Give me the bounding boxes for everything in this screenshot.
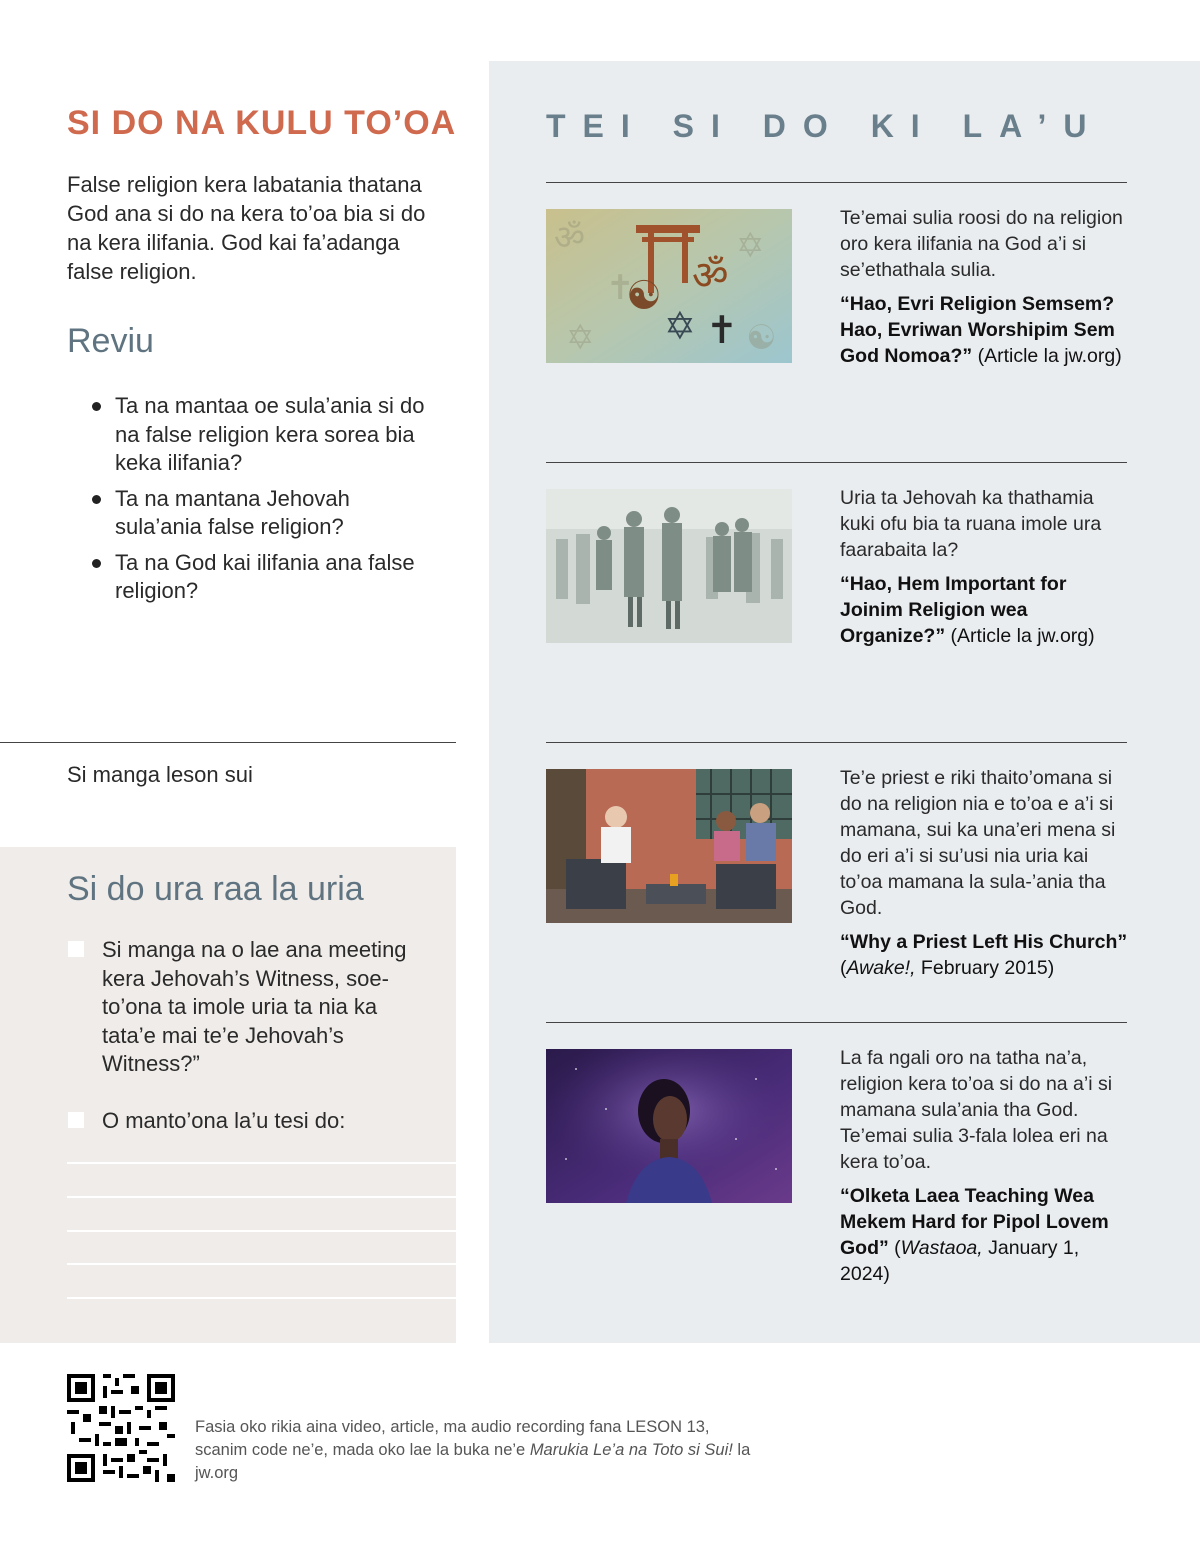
bullet-icon [92,402,101,411]
divider [546,742,1127,743]
svg-text:☯: ☯ [746,318,777,358]
review-item: Ta na mantana Jehovah sula’ania false religion? [92,485,442,542]
checkbox[interactable] [68,941,84,957]
reference-title[interactable]: “Olketa Laea Teaching Wea Mekem Hard for Pipol Lovem God” (Wastaoa, January 1, 2024) [840,1185,1109,1285]
action-box [0,847,456,1343]
gathering-crowd-image[interactable] [546,489,792,643]
reference-item [840,485,1130,649]
priest-conversation-image[interactable] [546,769,792,923]
divider [546,462,1127,463]
reference-item [840,765,1130,981]
svg-text:ॐ: ॐ [692,253,729,299]
other-lessons-label: Si manga leson sui [67,762,253,787]
review-item: Ta na God kai ilifania ana false religion? [92,549,442,606]
world-religion-symbols-image[interactable] [546,209,792,363]
action-item [68,1107,428,1136]
summary-text: False religion kera labatania thatana God ana si do na kera to’oa bia si do na kera ilifania. God kai fa’adanga false religion. [67,172,426,284]
write-in-line[interactable] [67,1297,456,1299]
reference-title[interactable]: “Why a Priest Left His Church” (Awake!, February 2015) [840,931,1128,979]
svg-text:✝: ✝ [606,268,635,308]
further-reading-title: TEI SI DO KI LA’U [546,108,1104,144]
reference-title[interactable]: “Hao, Hem Important for Joinim Religion wea Organize?” (Article la jw.org) [840,573,1095,647]
reference-description: Te’emai sulia roosi do na religion oro kera ilifania na God a’i si se’ethathala sulia. [840,207,1123,281]
write-in-line[interactable] [67,1196,456,1198]
svg-text:✡: ✡ [736,226,765,266]
review-item: Ta na mantaa oe sula’ania si do na false religion kera sorea bia keka ilifania? [92,392,442,478]
svg-text:☯: ☯ [626,273,662,319]
svg-text:✡: ✡ [664,304,696,348]
reference-title[interactable]: “Hao, Evri Religion Semsem? Hao, Evriwan Worshipim Sem God Nomoa?” (Article la jw.org) [840,293,1122,367]
reference-item [840,205,1130,369]
woman-night-sky-image[interactable] [546,1049,792,1203]
svg-text:✝: ✝ [706,308,738,352]
action-item-text: Si manga na o lae ana meeting kera Jehovah’s Witness, soe-to’ona ta imole uria ta nia ka tata’e mai te’e Jehovah’s Witness?” [102,937,407,1076]
reference-item [840,1045,1130,1287]
reference-description: La fa ngali oro na tatha na’a, religion kera to’oa si do na a’i si mamana sula’ania tha God. Te’emai sulia 3-fala lolea eri na kera to’oa. [840,1047,1113,1173]
divider [0,742,456,743]
footer-note: Fasia oko rikia aina video, article, ma audio recording fana LESON 13, scanim code ne’e, mada oko lae la buka ne’e Marukia Le’a na Toto si Sui! la jw.org [195,1418,751,1482]
summary-title: SI DO NA KULU TO’OA [67,104,457,142]
write-in-line[interactable] [67,1230,456,1232]
reference-description: Uria ta Jehovah ka thathamia kuki ofu bia ta ruana imole ura faarabaita la? [840,487,1102,561]
action-item-text: O manto’ona la’u tesi do: [102,1108,346,1133]
checkbox[interactable] [68,1112,84,1128]
action-title: Si do ura raa la uria [67,870,364,908]
svg-text:✡: ✡ [566,318,595,358]
action-item [68,936,428,1079]
qr-code-icon[interactable] [67,1374,175,1482]
write-in-line[interactable] [67,1263,456,1265]
review-title: Reviu [67,322,154,360]
review-list [92,392,442,613]
write-in-line[interactable] [67,1162,456,1164]
svg-text:ॐ: ॐ [554,218,586,258]
divider [546,182,1127,183]
reference-description: Te’e priest e riki thaito’omana si do na religion nia e to’oa e a’i si mamana, sui ka una’eri mena si do eri a’i si su’usi nia uria kai to’oa mamana la sula-’ania tha God. [840,767,1116,919]
bullet-icon [92,495,101,504]
bullet-icon [92,559,101,568]
divider [546,1022,1127,1023]
publication-title[interactable]: Marukia Le’a na Toto si Sui! [529,1441,733,1459]
